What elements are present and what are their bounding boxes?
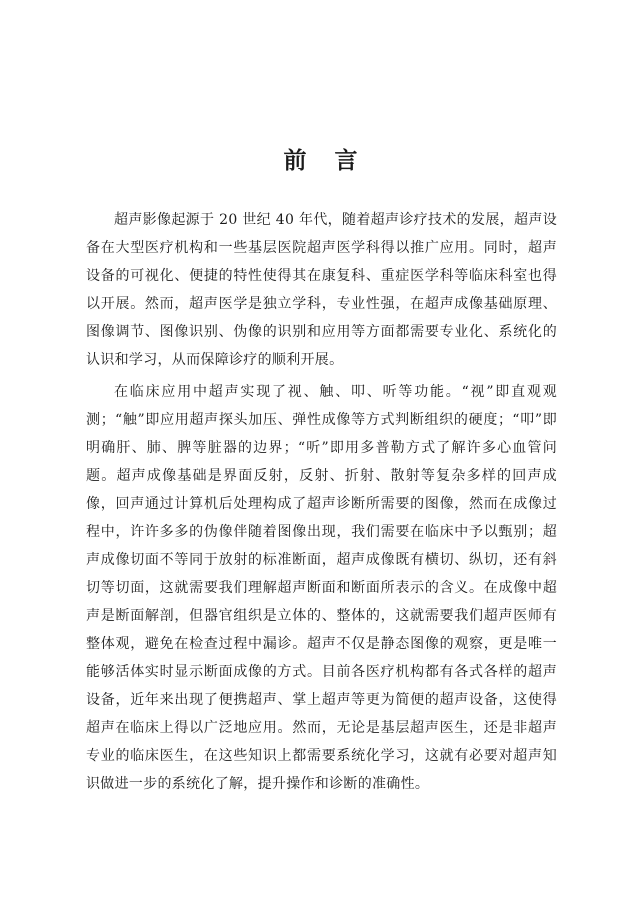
preface-body (86, 206, 557, 798)
paragraph-2: 在临床应用中超声实现了视、触、叩、听等功能。“视”即直观观测；“触”即应用超声探头加压、弹性成像等方式判断组织的硬度；“叩”即明确肝、肺、脾等脏器的边界；“听”即用多普勒方式了解许多心血管问题。超声成像基础是界面反射，反射、折射、散射等复杂多样的回声成像，回声通过计算机后处理构成了超声诊断所需要的图像，然而在成像过程中，许许多多的伪像伴随着图像出现，我们需要在临床中予以甄别；超声成像切面不等同于放射的标准断面，超声成像既有横切、纵切，还有斜切等切面，这就需要我们理解超声断面和断面所表示的含义。在成像中超声是断面解剖，但器官组织是立体的、整体的，这就需要我们超声医师有整体观，避免在检查过程中漏诊。超声不仅是静态图像的观察，更是唯一能够活体实时显示断面成像的方式。目前各医疗机构都有各式各样的超声设备，近年来出现了便携超声、掌上超声等更为简便的超声设备，这使得超声在临床上得以广泛地应用。然而，无论是基层超声医生，还是非超声专业的临床医生，在这些知识上都需要系统化学习，这就有必要对超声知识做进一步的系统化了解，提升操作和诊断的准确性。 (86, 384, 557, 792)
paragraph-1: 超声影像起源于 20 世纪 40 年代，随着超声诊疗技术的发展，超声设备在大型医疗机构和一些基层医院超声医学科得以推广应用。同时，超声设备的可视化、便捷的特性使得其在康复科、重症医学科等临床科室也得以开展。然而，超声医学是独立学科，专业性强，在超声成像基础原理、图像调节、图像识别、伪像的识别和应用等方面都需要专业化、系统化的认识和学习，从而保障诊疗的顺利开展。 (86, 212, 557, 368)
title-char-1: 前 (283, 148, 309, 174)
page-title (0, 142, 643, 175)
title-char-2: 言 (334, 148, 360, 174)
